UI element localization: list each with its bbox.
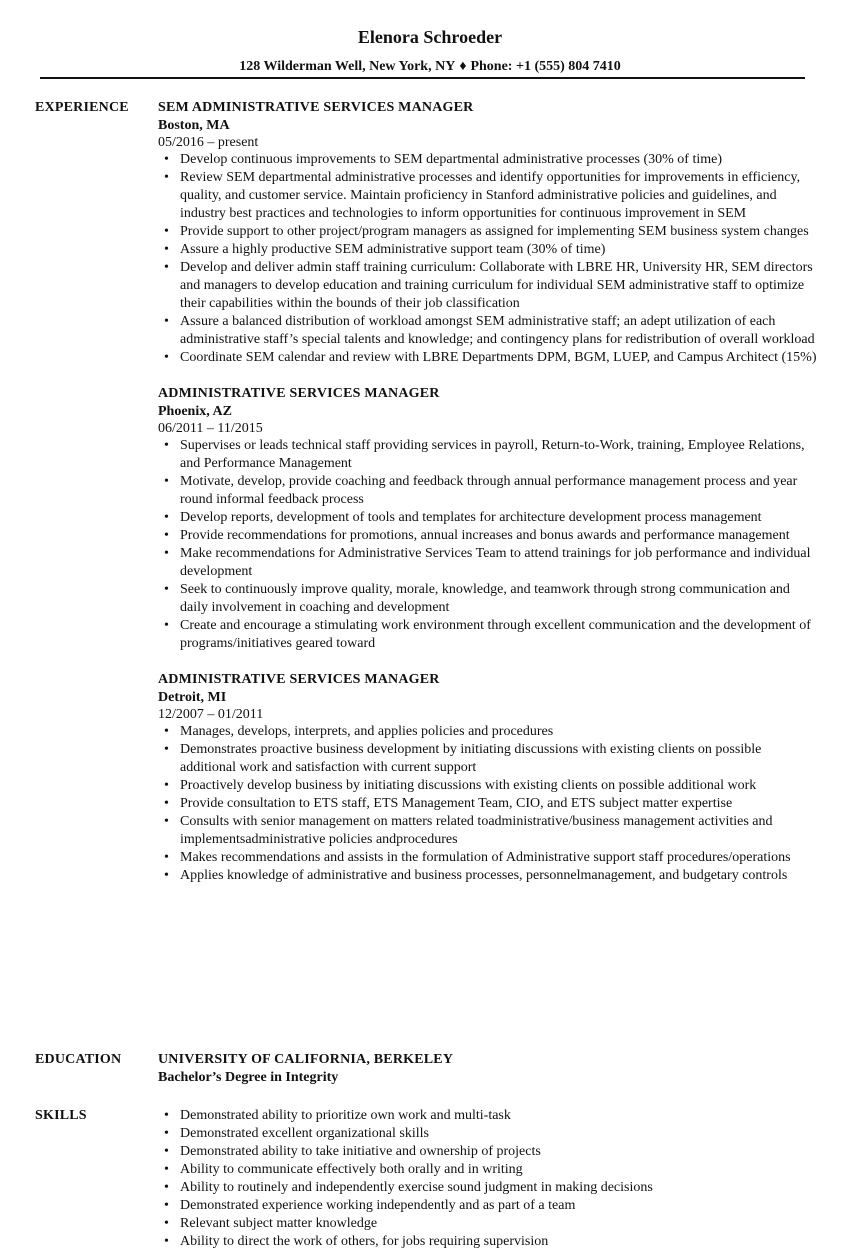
experience-body	[158, 99, 818, 903]
job-entry	[158, 99, 818, 367]
skill-item: • Ability to direct the work of others, for jobs requiring supervision	[158, 1233, 818, 1251]
bullet-item: • Demonstrates proactive business development by initiating discussions with existing clients on possible additional work and satisfaction with current support	[158, 741, 818, 777]
job-dates: 06/2011 – 11/2015	[158, 421, 263, 436]
education-school: UNIVERSITY OF CALIFORNIA, BERKELEY	[158, 1052, 454, 1067]
job-entry	[158, 385, 818, 653]
job-title: ADMINISTRATIVE SERVICES MANAGER	[158, 672, 440, 687]
job-bullets	[158, 151, 818, 367]
bullet-item: • Consults with senior management on matters related toadministrative/business management activities and implementsadministrative policies andprocedures	[158, 813, 818, 849]
skill-item: • Relevant subject matter knowledge	[158, 1215, 818, 1233]
job-title: SEM ADMINISTRATIVE SERVICES MANAGER	[158, 100, 474, 115]
bullet-item: • Create and encourage a stimulating work environment through excellent communication and the development of programs/initiatives geared toward	[158, 617, 818, 653]
bullet-item: • Assure a highly productive SEM administrative support team (30% of time)	[158, 241, 818, 259]
bullet-item: • Develop continuous improvements to SEM departmental administrative processes (30% of time)	[158, 151, 818, 169]
education-degree: Bachelor’s Degree in Integrity	[158, 1070, 339, 1085]
bullet-item: • Make recommendations for Administrative Services Team to attend trainings for job performance and individual development	[158, 545, 818, 581]
job-title: ADMINISTRATIVE SERVICES MANAGER	[158, 386, 440, 401]
section-label-skills: SKILLS	[35, 1108, 87, 1123]
skill-item: • Ability to routinely and independently exercise sound judgment in making decisions	[158, 1179, 818, 1197]
skill-item: • Demonstrated ability to take initiative and ownership of projects	[158, 1143, 818, 1161]
contact-line	[0, 58, 860, 76]
job-location: Detroit, MI	[158, 690, 227, 705]
bullet-item: • Assure a balanced distribution of workload amongst SEM administrative staff; an adept utilization of each administrative staff’s special talents and knowledge; and contingency plans for redistribution of overall workload	[158, 313, 818, 349]
bullet-item: • Provide recommendations for promotions, annual increases and bonus awards and performance management	[158, 527, 818, 545]
bullet-item: • Review SEM departmental administrative processes and identify opportunities for improvements in efficiency, quality, and customer service. Maintain proficiency in Stanford administrative policies and guidelines, and industry best practices and technologies to inform opportunities for continuous improvement in SEM	[158, 169, 818, 223]
job-dates: 12/2007 – 01/2011	[158, 707, 264, 722]
skill-item: • Demonstrated excellent organizational skills	[158, 1125, 818, 1143]
address: 128 Wilderman Well, New York, NY	[239, 59, 456, 74]
bullet-item: • Applies knowledge of administrative and business processes, personnelmanagement, and budgetary controls	[158, 867, 818, 885]
bullet-item: • Manages, develops, interprets, and applies policies and procedures	[158, 723, 818, 741]
job-bullets	[158, 437, 818, 653]
bullet-item: • Develop and deliver admin staff training curriculum: Collaborate with LBRE HR, University HR, SEM directors and managers to develop education and training curriculum for individual SEM administrative staff to optimize their capabilities within the bounds of their job classification	[158, 259, 818, 313]
skills-body	[158, 1107, 818, 1251]
job-location: Phoenix, AZ	[158, 404, 232, 419]
bullet-item: • Seek to continuously improve quality, morale, knowledge, and teamwork through strong communication and daily involvement in coaching and development	[158, 581, 818, 617]
bullet-item: • Develop reports, development of tools and templates for architecture development process management	[158, 509, 818, 527]
bullet-item: • Provide support to other project/program managers as assigned for implementing SEM business system changes	[158, 223, 818, 241]
section-label-experience: EXPERIENCE	[35, 100, 129, 115]
skill-item: • Demonstrated ability to prioritize own work and multi-task	[158, 1107, 818, 1125]
phone: Phone: +1 (555) 804 7410	[470, 59, 621, 74]
bullet-item: • Proactively develop business by initiating discussions with existing clients on possible additional work	[158, 777, 818, 795]
skills-list	[158, 1107, 818, 1251]
section-label-education: EDUCATION	[35, 1052, 122, 1067]
job-entry	[158, 671, 818, 885]
header-divider	[40, 77, 805, 79]
education-body	[158, 1051, 818, 1087]
job-location: Boston, MA	[158, 118, 230, 133]
job-bullets	[158, 723, 818, 885]
diamond-separator-icon: ♦	[459, 59, 467, 74]
bullet-item: • Provide consultation to ETS staff, ETS Management Team, CIO, and ETS subject matter expertise	[158, 795, 818, 813]
skill-item: • Demonstrated experience working independently and as part of a team	[158, 1197, 818, 1215]
job-dates: 05/2016 – present	[158, 135, 259, 150]
skill-item: • Ability to communicate effectively both orally and in writing	[158, 1161, 818, 1179]
bullet-item: • Makes recommendations and assists in the formulation of Administrative support staff procedures/operations	[158, 849, 818, 867]
candidate-name: Elenora Schroeder	[357, 27, 503, 47]
bullet-item: • Motivate, develop, provide coaching and feedback through annual performance management process and year round informal feedback process	[158, 473, 818, 509]
bullet-item: • Coordinate SEM calendar and review with LBRE Departments DPM, BGM, LUEP, and Campus Architect (15%)	[158, 349, 818, 367]
bullet-item: • Supervises or leads technical staff providing services in payroll, Return-to-Work, training, Employee Relations, and Performance Management	[158, 437, 818, 473]
